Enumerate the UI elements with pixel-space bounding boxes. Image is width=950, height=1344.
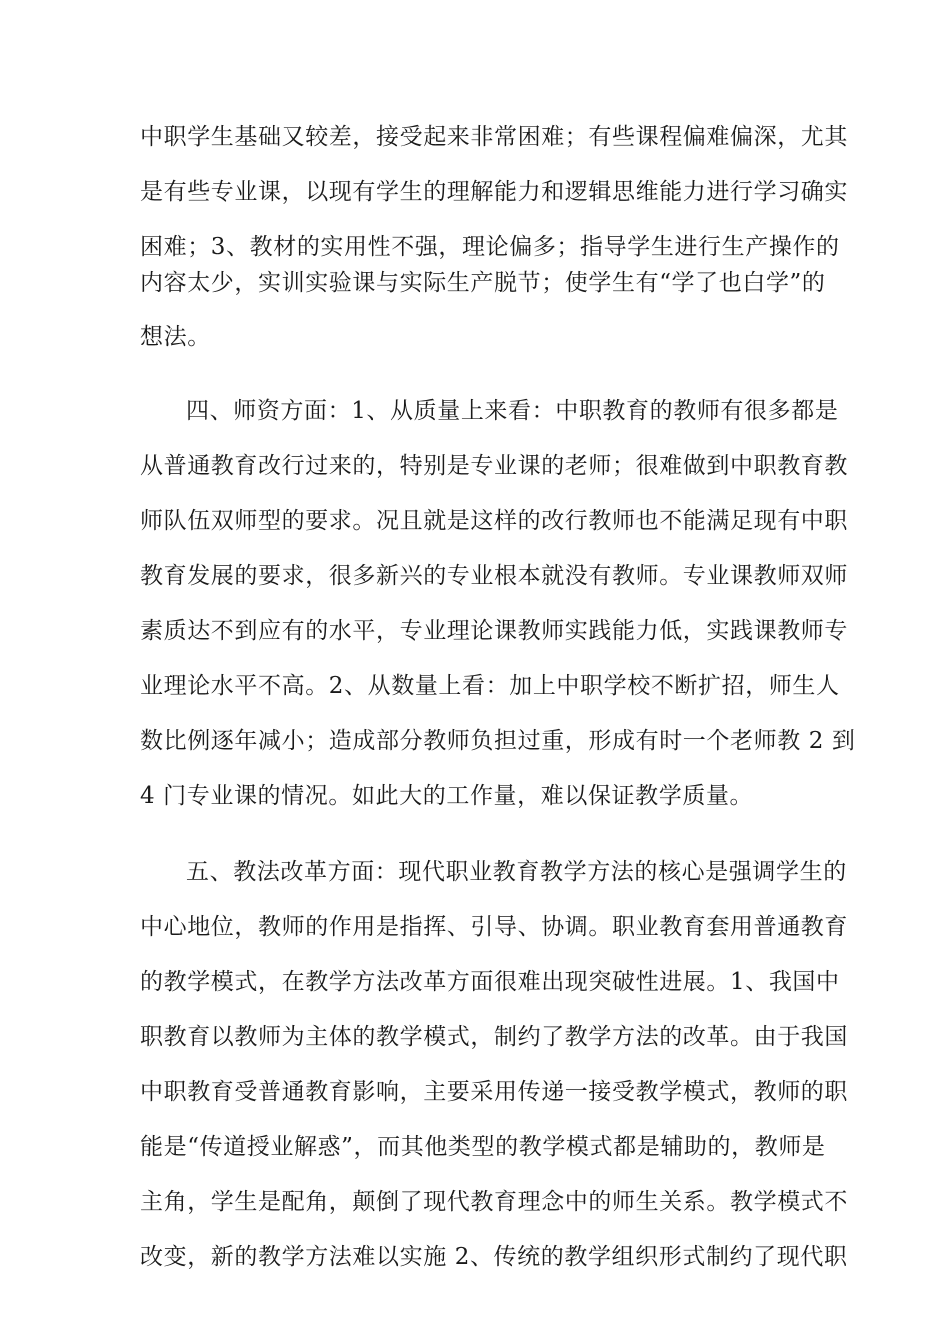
text-line: 教育发展的要求，很多新兴的专业根本就没有教师。专业课教师双师 <box>140 563 848 589</box>
text-line: 从普通教育改行过来的，特别是专业课的老师；很难做到中职教育教 <box>140 453 848 479</box>
text-line: 数比例逐年减小；造成部分教师负担过重，形成有时一个老师教 2 到 <box>140 728 856 754</box>
text-line: 内容太少，实训实验课与实际生产脱节；使学生有“学了也白学”的 <box>140 270 826 296</box>
text-line: 职教育以教师为主体的教学模式，制约了教学方法的改革。由于我国 <box>140 1024 848 1050</box>
text-line: 业理论水平不高。2、从数量上看：加上中职学校不断扩招，师生人 <box>140 673 840 699</box>
text-line: 4 门专业课的情况。如此大的工作量，难以保证教学质量。 <box>140 783 754 809</box>
text-line: 想法。 <box>140 324 211 350</box>
text-line: 主角，学生是配角，颠倒了现代教育理念中的师生关系。教学模式不 <box>140 1189 848 1215</box>
text-line: 中职学生基础又较差，接受起来非常困难；有些课程偏难偏深，尤其 <box>140 124 848 150</box>
text-line: 的教学模式，在教学方法改革方面很难出现突破性进展。1、我国中 <box>140 969 840 995</box>
text-line: 改变，新的教学方法难以实施 2、传统的教学组织形式制约了现代职 <box>140 1244 848 1270</box>
text-line: 素质达不到应有的水平，专业理论课教师实践能力低，实践课教师专 <box>140 618 848 644</box>
text-line: 师队伍双师型的要求。况且就是这样的改行教师也不能满足现有中职 <box>140 508 848 534</box>
text-line: 中心地位，教师的作用是指挥、引导、协调。职业教育套用普通教育 <box>140 914 848 940</box>
text-line: 是有些专业课，以现有学生的理解能力和逻辑思维能力进行学习确实 <box>140 179 848 205</box>
text-line: 困难；3、教材的实用性不强，理论偏多；指导学生进行生产操作的 <box>140 234 840 260</box>
text-line: 能是“传道授业解惑”，而其他类型的教学模式都是辅助的，教师是 <box>140 1134 826 1160</box>
paragraph-first-line: 五、教法改革方面：现代职业教育教学方法的核心是强调学生的 <box>186 859 847 885</box>
text-line: 中职教育受普通教育影响，主要采用传递一接受教学模式，教师的职 <box>140 1079 848 1105</box>
paragraph-first-line: 四、师资方面：1、从质量上来看：中职教育的教师有很多都是 <box>186 398 839 424</box>
